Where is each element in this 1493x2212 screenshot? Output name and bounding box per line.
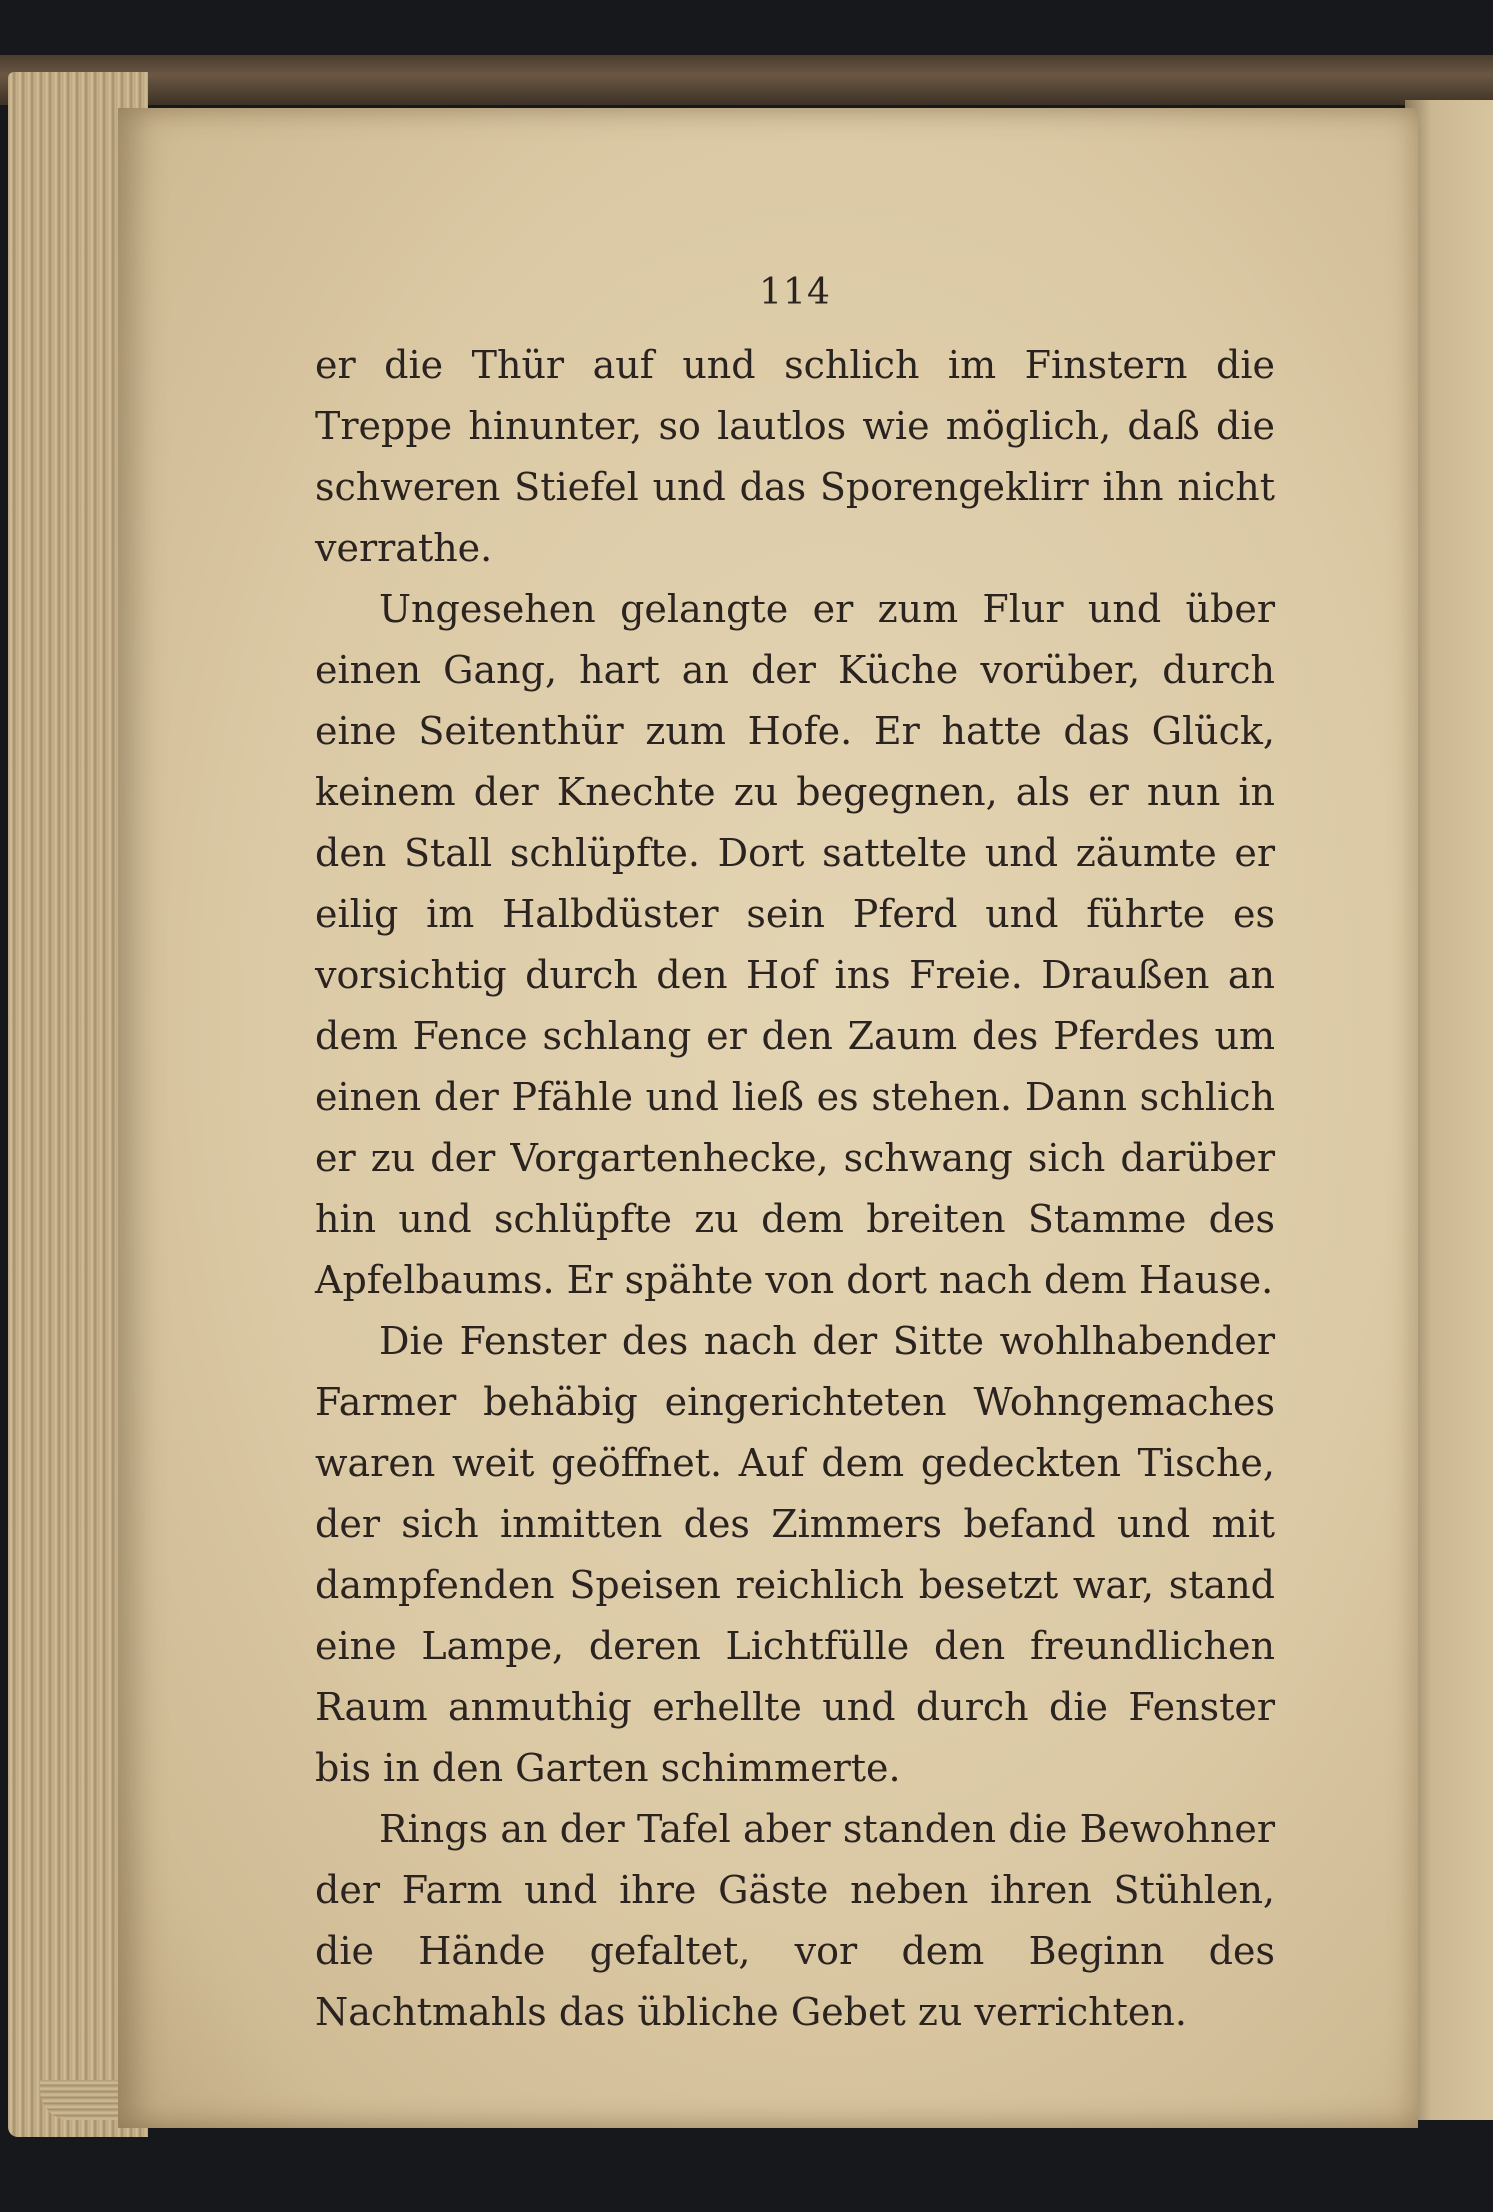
paragraph-2: Ungesehen gelangte er zum Flur und über einen Gang, hart an der Küche vorüber, durch eine Seitenthür zum Hofe. Er hatte das Glück, keinem der Knechte zu begegnen, als er nun in den Stall schlüpfte. Dort sattelte und zäumte er eilig im Halbdüster sein Pferd und führte es vorsichtig durch den Hof ins Freie. Draußen an dem Fence schlang er den Zaum des Pferdes um einen der Pfähle und ließ es stehen. Dann schlich er zu der Vorgartenhecke, schwang sich darüber hin und schlüpfte zu dem breiten Stamme des Apfelbaums. Er spähte von dort nach dem Hause. (315, 587, 1275, 1302)
paragraph-3: Die Fenster des nach der Sitte wohlhabender Farmer behäbig eingerichteten Wohngemaches waren weit geöffnet. Auf dem gedeckten Tische, der sich inmitten des Zimmers befand und mit dampfenden Speisen reichlich besetzt war, stand eine Lampe, deren Lichtfülle den freundlichen Raum anmuthig erhellte und durch die Fenster bis in den Garten schimmerte. (315, 1319, 1275, 1790)
page-content (315, 272, 1275, 2043)
page-number: 114 (759, 272, 831, 313)
paragraph-4: Rings an der Tafel aber standen die Bewohner der Farm und ihre Gäste neben ihren Stühlen, die Hände gefaltet, vor dem Beginn des Nachtmahls das übliche Gebet zu verrichten. (315, 1807, 1275, 2034)
facing-page-edge (1405, 100, 1493, 2120)
book-cover-edge (0, 55, 1493, 105)
paragraph-1: er die Thür auf und schlich im Finstern die Treppe hinunter, so lautlos wie möglich, daß die schweren Stiefel und das Sporengeklirr ihn nicht verrathe. (315, 343, 1275, 570)
